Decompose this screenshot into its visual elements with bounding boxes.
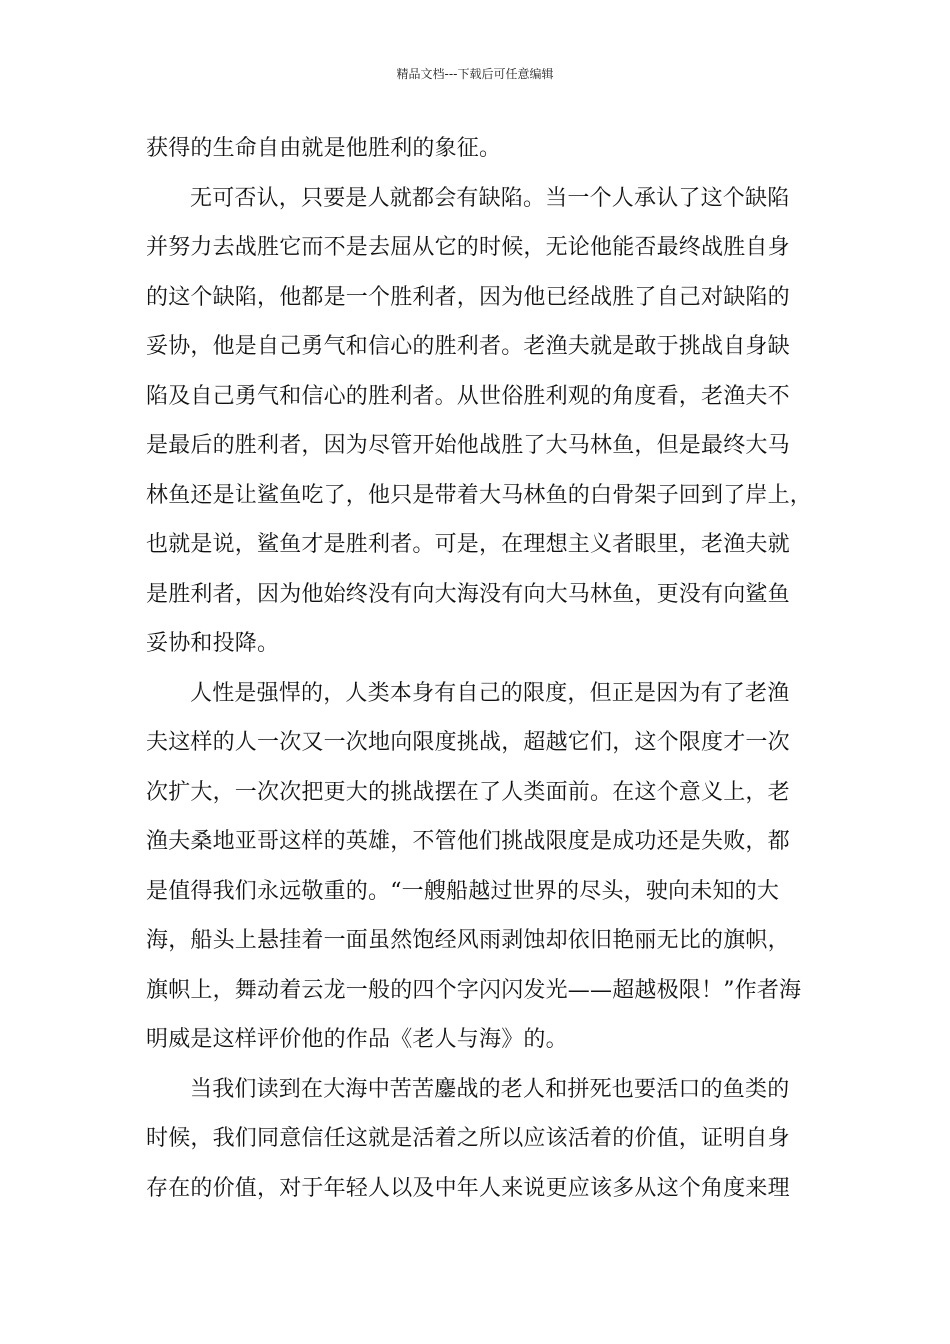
text-line: 妥协和投降。	[146, 631, 280, 656]
text-line: 是胜利者，因为他始终没有向大海没有向大马林鱼，更没有向鲨鱼	[146, 581, 790, 607]
text-line: 的这个缺陷，他都是一个胜利者，因为他已经战胜了自己对缺陷的	[146, 284, 790, 310]
text-line: 渔夫桑地亚哥这样的英雄，不管他们挑战限度是成功还是失败，都	[146, 829, 790, 854]
text-line: 是最后的胜利者，因为尽管开始他战胜了大马林鱼，但是最终大马	[146, 433, 790, 458]
text-line: 海，船头上悬挂着一面虽然饱经风雨剥蚀却依旧艳丽无比的旗帜，	[146, 928, 790, 953]
text-line: 陷及自己勇气和信心的胜利者。从世俗胜利观的角度看，老渔夫不	[146, 383, 790, 409]
text-line: 林鱼还是让鲨鱼吃了，他只是带着大马林鱼的白骨架子回到了岸上，	[146, 482, 813, 508]
page-header: 精品文档---下载后可任意编辑	[396, 67, 554, 81]
text-line: 无可否认，只要是人就都会有缺陷。当一个人承认了这个缺陷	[190, 185, 790, 211]
text-line: 并努力去战胜它而不是去屈从它的时候，无论他能否最终战胜自身	[146, 235, 790, 260]
text-line: 妥协，他是自己勇气和信心的胜利者。老渔夫就是敢于挑战自身缺	[146, 334, 790, 359]
text-line: 时候，我们同意信任这就是活着之所以应该活着的价值，证明自身	[146, 1126, 790, 1151]
text-line: 当我们读到在大海中苦苦鏖战的老人和拼死也要活口的鱼类的	[190, 1076, 790, 1102]
text-line: 夫这样的人一次又一次地向限度挑战，超越它们，这个限度才一次	[146, 730, 790, 755]
text-line: 存在的价值，对于年轻人以及中年人来说更应该多从这个角度来理	[146, 1175, 790, 1201]
text-line: 人性是强悍的，人类本身有自己的限度，但正是因为有了老渔	[190, 680, 790, 706]
text-line: 是值得我们永远敬重的。“一艘船越过世界的尽头，驶向未知的大	[146, 878, 780, 904]
document-body	[146, 124, 816, 1213]
text-line: 明威是这样评价他的作品《老人与海》的。	[146, 1027, 568, 1052]
text-line: 也就是说，鲨鱼才是胜利者。可是，在理想主义者眼里，老渔夫就	[146, 532, 790, 557]
text-line: 获得的生命自由就是他胜利的象征。	[146, 136, 502, 161]
text-line: 次扩大，一次次把更大的挑战摆在了人类面前。在这个意义上，老	[146, 779, 790, 805]
text-line: 旗帜上，舞动着云龙一般的四个字闪闪发光——超越极限！”作者海	[146, 977, 802, 1003]
